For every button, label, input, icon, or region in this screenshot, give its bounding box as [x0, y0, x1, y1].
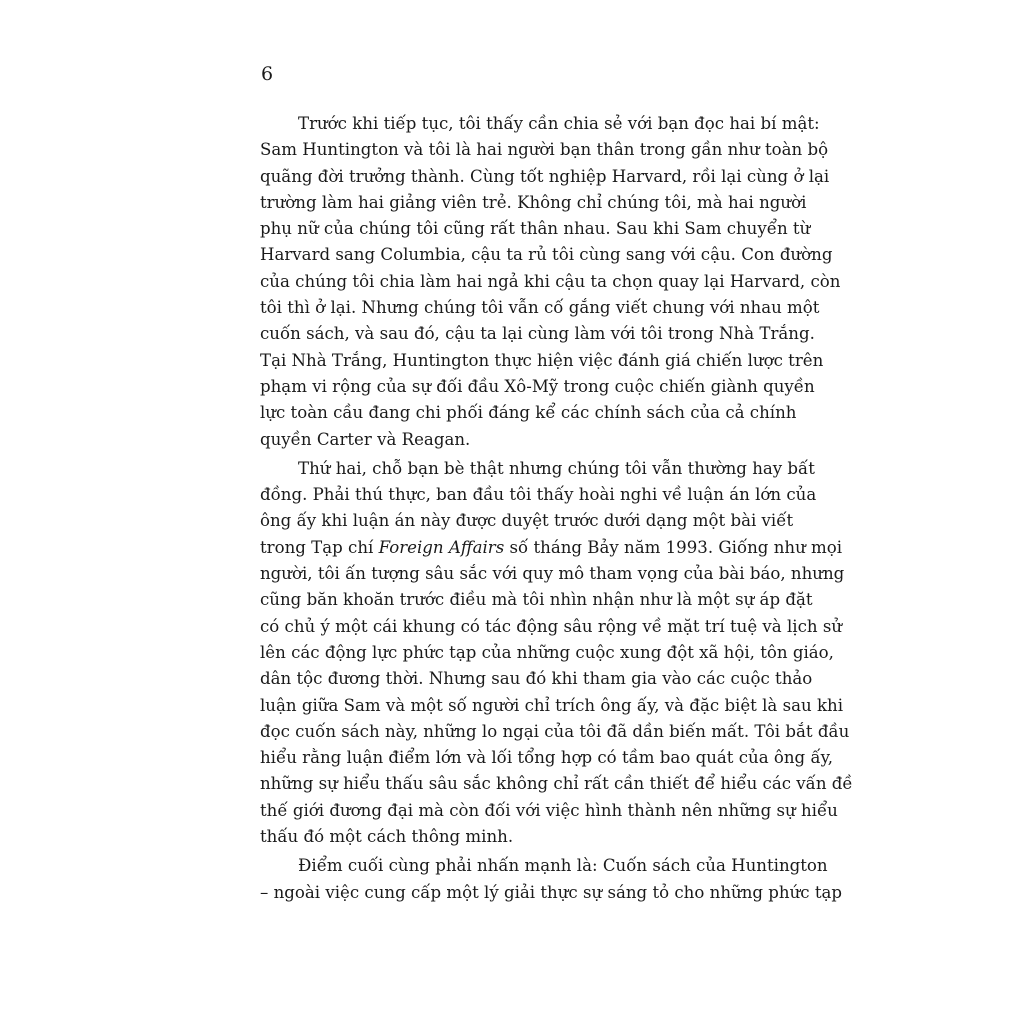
- text-line: Harvard sang Columbia, cậu ta rủ tôi cùng sang với cậu. Con đường: [260, 245, 833, 265]
- body-text: [260, 111, 853, 906]
- text-line: luận giữa Sam và một số người chỉ trích ông ấy, và đặc biệt là sau khi: [260, 695, 844, 715]
- text-line: hiểu rằng luận điểm lớn và lối tổng hợp có tầm bao quát của ông ấy,: [260, 748, 834, 768]
- text-line: cuốn sách, và sau đó, cậu ta lại cùng làm với tôi trong Nhà Trắng.: [260, 324, 815, 344]
- page-number: 6: [261, 63, 274, 85]
- text-line: có chủ ý một cái khung có tác động sâu rộng về mặt trí tuệ và lịch sử: [260, 616, 843, 636]
- text-line: phạm vi rộng của sự đối đầu Xô-Mỹ trong cuộc chiến giành quyền: [260, 376, 815, 396]
- paragraph: [260, 853, 843, 906]
- text-line: người, tôi ấn tượng sâu sắc với quy mô tham vọng của bài báo, nhưng: [260, 564, 845, 584]
- text-line: Trước khi tiếp tục, tôi thấy cần chia sẻ với bạn đọc hai bí mật:: [298, 114, 820, 133]
- text-line: tôi thì ở lại. Nhưng chúng tôi vẫn cố gắng viết chung với nhau một: [260, 298, 820, 318]
- text-line: trong Tạp chí Foreign Affairs số tháng Bảy năm 1993. Giống như mọi: [260, 537, 843, 557]
- text-line: Điểm cuối cùng phải nhấn mạnh là: Cuốn sách của Huntington: [298, 856, 828, 876]
- text-line: Sam Huntington và tôi là hai người bạn thân trong gần như toàn bộ: [260, 140, 829, 160]
- text-line: phụ nữ của chúng tôi cũng rất thân nhau. Sau khi Sam chuyển từ: [260, 219, 811, 239]
- text-line: đọc cuốn sách này, những lo ngại của tôi đã dần biến mất. Tôi bắt đầu: [260, 721, 850, 741]
- text-line: quãng đời trưởng thành. Cùng tốt nghiệp Harvard, rồi lại cùng ở lại: [260, 166, 830, 186]
- text-line: lực toàn cầu đang chi phối đáng kể các chính sách của cả chính: [260, 403, 797, 423]
- paragraph: [260, 111, 841, 453]
- text-line: những sự hiểu thấu sâu sắc không chỉ rất cần thiết để hiểu các vấn đề: [260, 774, 853, 794]
- text-line: của chúng tôi chia làm hai ngả khi cậu ta chọn quay lại Harvard, còn: [260, 271, 841, 291]
- text-line: thế giới đương đại mà còn đối với việc hình thành nên những sự hiểu: [260, 800, 838, 820]
- text-line: lên các động lực phức tạp của những cuộc xung đột xã hội, tôn giáo,: [260, 642, 834, 662]
- text-line: – ngoài việc cung cấp một lý giải thực sự sáng tỏ cho những phức tạp: [260, 882, 843, 902]
- text-line: dân tộc đương thời. Nhưng sau đó khi tham gia vào các cuộc thảo: [260, 669, 813, 689]
- text-line: quyền Carter và Reagan.: [260, 429, 471, 449]
- text-line: trường làm hai giảng viên trẻ. Không chỉ chúng tôi, mà hai người: [260, 192, 807, 212]
- text-line: ông ấy khi luận án này được duyệt trước dưới dạng một bài viết: [260, 511, 794, 531]
- text-line: cũng băn khoăn trước điều mà tôi nhìn nhận như là một sự áp đặt: [260, 590, 813, 610]
- text-line: thấu đó một cách thông minh.: [260, 827, 514, 847]
- paragraph: [260, 456, 853, 850]
- text-line: Thứ hai, chỗ bạn bè thật nhưng chúng tôi vẫn thường hay bất: [298, 458, 815, 478]
- text-line: đồng. Phải thú thực, ban đầu tôi thấy hoài nghi về luận án lớn của: [260, 485, 817, 505]
- text-line: Tại Nhà Trắng, Huntington thực hiện việc đánh giá chiến lược trên: [260, 350, 824, 370]
